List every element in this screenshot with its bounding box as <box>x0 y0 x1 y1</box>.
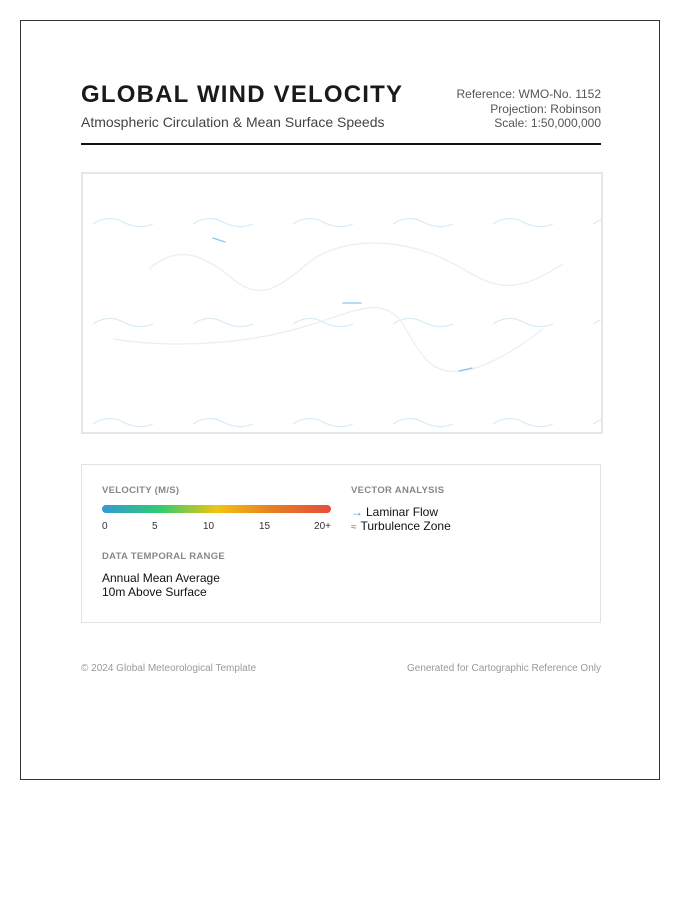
projection-text: Projection: Robinson <box>490 101 601 116</box>
reference-text: Reference: WMO-No. 1152 <box>456 87 601 101</box>
page-frame <box>20 20 660 780</box>
wind-map-canvas <box>83 174 601 432</box>
vector-legend-list <box>351 505 571 535</box>
velocity-gradient-bar <box>102 505 331 513</box>
page-title: GLOBAL WIND VELOCITY <box>81 81 404 108</box>
velocity-label: VELOCITY (M/S) <box>102 485 180 496</box>
temporal-line: 10m Above Surface <box>102 585 207 599</box>
velocity-scale-ticks <box>102 521 331 533</box>
temporal-range-label: DATA TEMPORAL RANGE <box>102 551 226 562</box>
map-metadata <box>457 87 602 131</box>
page-subtitle: Atmospheric Circulation & Mean Surface Speeds <box>81 114 385 130</box>
header <box>81 81 601 145</box>
copyright-text: © 2024 Global Meteorological Template <box>81 663 257 674</box>
legend-item-label: Turbulence Zone <box>360 519 451 533</box>
temporal-line: Annual Mean Average <box>102 571 220 585</box>
wave-pattern-icon <box>83 174 601 432</box>
temporal-range-values <box>102 571 332 599</box>
tick-label: 20+ <box>314 521 331 532</box>
tick-label: 0 <box>102 521 108 532</box>
scale-text: Scale: 1:50,000,000 <box>494 116 601 130</box>
legend-right-column <box>351 485 571 535</box>
arrow-right-icon: → <box>351 505 363 519</box>
legend-item-label: Laminar Flow <box>366 505 439 519</box>
legend-item-turbulence-zone <box>351 519 571 535</box>
legend-panel <box>81 464 601 623</box>
footer <box>81 663 601 677</box>
legend-item-laminar-flow <box>351 505 571 519</box>
approx-icon: ≈ <box>351 522 357 533</box>
tick-label: 5 <box>152 521 158 532</box>
vector-analysis-label: VECTOR ANALYSIS <box>351 485 445 496</box>
wind-map <box>81 172 603 434</box>
tick-label: 10 <box>203 521 215 532</box>
temporal-range-section <box>102 551 332 599</box>
legend-left-column <box>102 485 332 599</box>
disclaimer-text: Generated for Cartographic Reference Only <box>407 663 601 674</box>
tick-label: 15 <box>259 521 271 532</box>
